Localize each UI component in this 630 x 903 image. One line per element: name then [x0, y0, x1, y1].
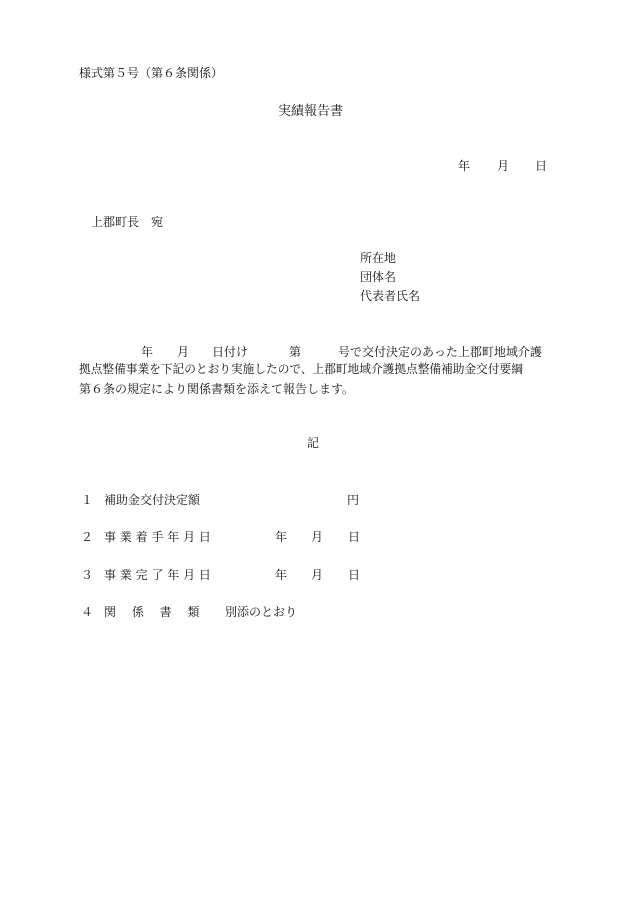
item-4-number: ４ [81, 605, 94, 619]
date-year-label: 年 [458, 159, 471, 173]
item-3-year-label: 年 [275, 568, 288, 582]
item-2-year-label: 年 [275, 530, 288, 544]
body-line-3: 第６条の規定により関係書類を添えて報告します。 [79, 382, 355, 396]
body-year-label: 年 [141, 345, 154, 359]
applicant-group-label: 団体名 [360, 270, 397, 284]
item-1-label: 補助金交付決定額 [104, 493, 201, 507]
applicant-representative-label: 代表者氏名 [360, 289, 421, 303]
form-number: 様式第５号（第６条関係） [79, 66, 224, 80]
item-4-label: 関 係 書 類 [104, 605, 200, 619]
item-2-day-label: 日 [348, 530, 361, 544]
date-month-label: 月 [497, 159, 510, 173]
item-2-month-label: 月 [311, 530, 324, 544]
ki-heading: 記 [307, 436, 320, 450]
document-title: 実績報告書 [278, 104, 344, 119]
body-day-given-label: 日付け [212, 345, 249, 359]
item-1-number: １ [81, 493, 94, 507]
body-line-2: 拠点整備事業を下記のとおり実施したので、上郡町地域介護拠点整備補助金交付要綱 [79, 362, 523, 376]
body-line-1-rest: 号で交付決定のあった上郡町地域介護 [338, 345, 542, 359]
item-4-value: 別添のとおり [225, 605, 298, 619]
item-2-number: ２ [81, 530, 94, 544]
date-day-label: 日 [535, 159, 548, 173]
applicant-address-label: 所在地 [360, 251, 397, 265]
item-3-number: ３ [81, 568, 94, 582]
body-number-prefix: 第 [289, 345, 302, 359]
item-3-month-label: 月 [311, 568, 324, 582]
item-3-day-label: 日 [348, 568, 361, 582]
addressee: 上郡町長 宛 [91, 215, 164, 229]
item-2-label: 事 業 着 手 年 月 日 [104, 530, 211, 544]
item-1-unit: 円 [347, 493, 360, 507]
body-month-label: 月 [177, 345, 190, 359]
item-3-label: 事 業 完 了 年 月 日 [104, 568, 211, 582]
